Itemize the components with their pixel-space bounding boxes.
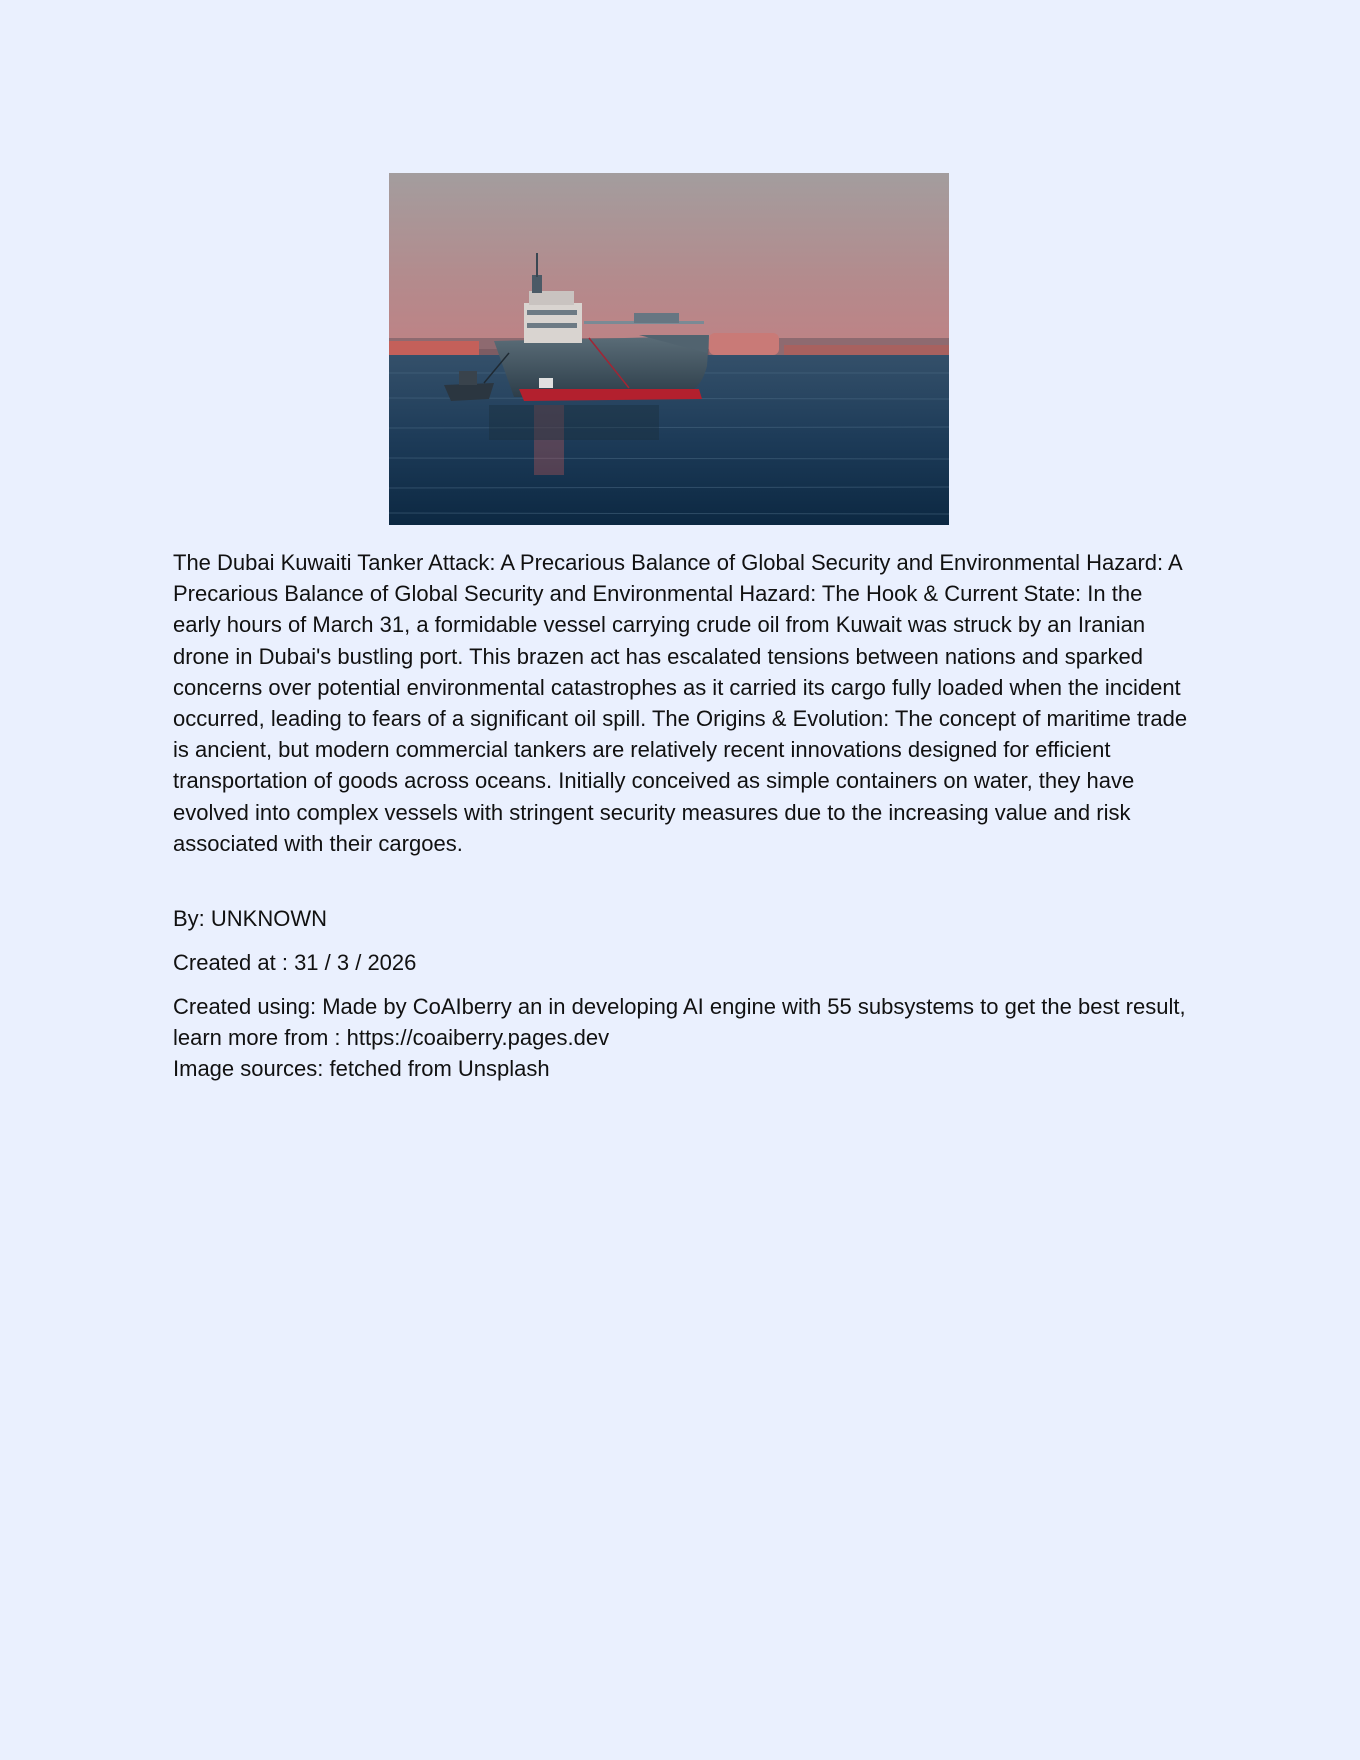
article-body: The Dubai Kuwaiti Tanker Attack: A Precarious Balance of Global Security and Environmental Hazard: A Precarious Balance of Global Security and Environmental Hazard: The Hook & Current State: In the early hours of March 31, a formidable vessel carrying crude oil from Kuwait was struck by an Iranian drone in Dubai's bustling port. This brazen act has escalated tensions between nations and sparked concerns over potential environmental catastrophes as it carried its cargo fully loaded when the incident occurred, leading to fears of a significant oil spill. The Origins & Evolution: The concept of maritime trade is ancient, but modern commercial tankers are relatively recent innovations designed for efficient transportation of goods across oceans. Initially conceived as simple containers on water, they have evolved into complex vessels with stringent security measures due to the increasing value and risk associated with their cargoes.: [173, 550, 1188, 856]
ship-at-sunset-image: [389, 173, 949, 525]
article: [173, 173, 1188, 1084]
byline: By: UNKNOWN: [173, 906, 327, 932]
image-sources: Image sources: fetched from Unsplash: [173, 1056, 550, 1082]
created-using: Created using: Made by CoAIberry an in developing AI engine with 55 subsystems to get the best result, learn more from : https://coaiberry.pages.dev: [173, 994, 1186, 1051]
created-at: Created at : 31 / 3 / 2026: [173, 950, 417, 976]
article-image: [389, 173, 949, 525]
